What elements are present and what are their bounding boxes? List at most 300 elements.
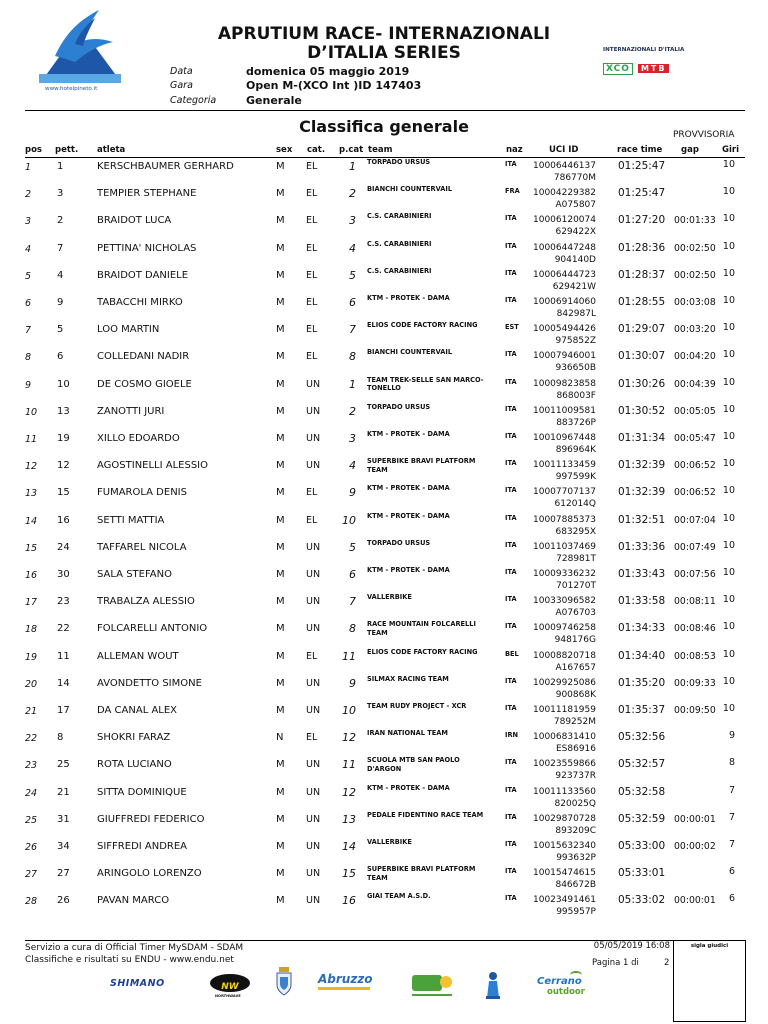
gap-cell: 00:03:08: [674, 297, 716, 308]
table-row: [0, 620, 768, 647]
uci-id-cell: 10006120074: [533, 215, 596, 226]
category-position-cell: 11: [342, 649, 356, 663]
team-cell: KTM - PROTEK - DAMA: [367, 484, 450, 493]
team-cell: ELIOS CODE FACTORY RACING: [367, 321, 478, 330]
table-row: [0, 539, 768, 566]
figure-sponsor-logo: [484, 970, 502, 1004]
crest-icon: [276, 967, 292, 997]
category-position-cell: 4: [349, 241, 356, 255]
category-position-cell: 10: [342, 704, 356, 717]
team-cell: PEDALE FIDENTINO RACE TEAM: [367, 810, 484, 819]
table-row: [0, 512, 768, 539]
category-label: Categoria: [170, 95, 217, 106]
uci-id-cell: 10009336232: [533, 569, 596, 579]
race-value: Open M-(XCO Int )ID 147403: [246, 79, 422, 92]
position-cell: 2: [25, 189, 32, 201]
category-cell: EL: [306, 351, 318, 363]
laps-cell: 10: [722, 675, 735, 687]
column-header-gap: gap: [681, 145, 699, 155]
race-time-cell: 01:28:55: [618, 296, 666, 308]
laps-cell: 10: [722, 349, 735, 361]
category-position-cell: 14: [342, 840, 356, 853]
athlete-name-cell: AGOSTINELLI ALESSIO: [97, 460, 209, 472]
category-position-cell: 3: [349, 214, 356, 228]
category-cell: UN: [306, 405, 321, 417]
position-cell: 24: [25, 787, 38, 799]
table-row: [0, 321, 768, 348]
bib-number-cell: 15: [57, 487, 70, 499]
athlete-name-cell: PAVAN MARCO: [97, 895, 170, 907]
bib-number-cell: 25: [57, 759, 70, 771]
table-row: [0, 811, 768, 838]
athlete-name-cell: BRAIDOT LUCA: [97, 215, 172, 227]
bib-number-cell: 4: [57, 269, 64, 281]
team-cell: VALLERBIKE: [367, 838, 412, 846]
judges-signature-box: [673, 940, 746, 1022]
laps-cell: 10: [722, 240, 735, 252]
mtb-badge: MTB: [638, 64, 670, 73]
laps-cell: 10: [722, 322, 735, 334]
race-time-cell: 01:25:47: [618, 160, 666, 172]
position-cell: 13: [25, 488, 38, 500]
position-cell: 6: [25, 298, 32, 309]
category-cell: EL: [306, 242, 318, 254]
category-position-cell: 12: [342, 785, 356, 799]
table-row: [0, 702, 768, 729]
team-cell: KTM - PROTEK - DAMA: [367, 783, 450, 792]
bib-number-cell: 27: [57, 868, 70, 880]
uci-id-cell: 10015474615: [533, 868, 596, 879]
race-time-cell: 01:25:47: [618, 187, 666, 200]
sex-cell: M: [276, 269, 285, 281]
column-header-sex: sex: [276, 145, 293, 155]
race-time-cell: 01:34:33: [618, 622, 666, 635]
bib-number-cell: 8: [57, 732, 64, 744]
race-time-cell: 01:30:07: [618, 350, 666, 363]
sex-cell: M: [276, 677, 285, 689]
team-cell: TORPADO URSUS: [367, 158, 431, 166]
category-cell: EL: [306, 514, 318, 526]
table-row: [0, 240, 768, 267]
sex-cell: M: [276, 351, 285, 363]
sex-cell: M: [276, 895, 285, 907]
sex-cell: M: [276, 433, 285, 444]
gap-cell: 00:00:01: [674, 895, 716, 907]
gap-cell: 00:01:33: [674, 215, 716, 227]
position-cell: 1: [25, 162, 32, 173]
nationality-cell: ITA: [505, 432, 517, 440]
gap-cell: 00:05:47: [674, 433, 716, 444]
race-time-cell: 01:32:51: [618, 513, 666, 526]
category-cell: UN: [306, 895, 321, 907]
sex-cell: M: [276, 405, 285, 417]
laps-cell: 10: [722, 703, 735, 714]
race-time-cell: 01:28:36: [618, 241, 666, 254]
category-cell: EL: [306, 161, 318, 172]
sex-cell: M: [276, 242, 285, 254]
nationality-cell: ITA: [505, 350, 517, 359]
athlete-name-cell: COLLEDANI NADIR: [97, 351, 190, 363]
gap-cell: 00:07:56: [674, 569, 716, 580]
sex-cell: M: [276, 868, 285, 880]
category-cell: EL: [306, 188, 318, 200]
category-value: Generale: [246, 94, 302, 107]
bib-number-cell: 22: [57, 623, 70, 635]
position-cell: 25: [25, 814, 38, 826]
category-position-cell: 1: [349, 377, 356, 391]
race-time-cell: 01:35:37: [618, 704, 666, 716]
uci-id-suffix-cell: 846672B: [555, 880, 596, 891]
uci-id-suffix-cell: ES86916: [555, 744, 596, 755]
team-cell: SCUOLA MTB SAN PAOLO D'ARGON: [367, 756, 460, 773]
category-cell: UN: [306, 460, 321, 472]
date-value: domenica 05 maggio 2019: [246, 65, 410, 78]
team-cell: SUPERBIKE BRAVI PLATFORM TEAM: [367, 865, 476, 882]
column-header-team: team: [368, 145, 393, 155]
category-position-cell: 15: [342, 867, 356, 881]
shimano-logo: SHIMANO: [110, 978, 165, 989]
category-cell: UN: [306, 569, 321, 580]
table-row: [0, 675, 768, 702]
uci-id-suffix-cell: 728981T: [556, 553, 596, 564]
sex-cell: M: [276, 786, 285, 798]
bib-number-cell: 13: [57, 405, 70, 417]
category-position-cell: 8: [349, 350, 356, 364]
uci-id-cell: 10009746258: [533, 623, 596, 634]
uci-id-cell: 10006447248: [533, 242, 596, 253]
category-cell: EL: [306, 215, 318, 227]
category-cell: UN: [306, 868, 321, 880]
category-cell: UN: [306, 841, 321, 852]
sex-cell: M: [276, 324, 285, 336]
bib-number-cell: 12: [57, 460, 70, 472]
uci-id-suffix-cell: 868003F: [556, 390, 596, 401]
column-header-pos: pos: [25, 145, 42, 155]
gap-cell: 00:09:50: [674, 705, 716, 716]
gap-cell: 00:02:50: [674, 242, 716, 254]
athlete-name-cell: FUMAROLA DENIS: [97, 487, 187, 499]
uci-id-suffix-cell: 904140D: [554, 254, 596, 265]
table-row: [0, 865, 768, 892]
table-row: [0, 294, 768, 321]
table-row: [0, 756, 768, 783]
bib-number-cell: 17: [57, 705, 70, 716]
laps-cell: 10: [722, 458, 735, 470]
uci-id-cell: 10010967448: [533, 433, 596, 443]
category-position-cell: 12: [342, 731, 356, 745]
race-time-cell: 01:33:36: [618, 540, 666, 553]
figure-icon: [484, 970, 502, 1000]
race-time-cell: 01:33:43: [618, 568, 666, 580]
uci-id-suffix-cell: 629421W: [552, 281, 596, 292]
nationality-cell: ITA: [505, 840, 517, 848]
northwave-logo-text: NORTHWAVE: [215, 994, 241, 998]
category-position-cell: 13: [342, 812, 356, 826]
bib-number-cell: 5: [57, 324, 64, 336]
category-position-cell: 7: [349, 323, 356, 337]
bib-number-cell: 11: [57, 650, 70, 662]
category-position-cell: 7: [349, 595, 356, 609]
uci-id-suffix-cell: A167657: [555, 662, 596, 673]
uci-id-suffix-cell: A075807: [555, 200, 596, 211]
team-cell: SILMAX RACING TEAM: [367, 674, 449, 683]
bib-number-cell: 30: [57, 569, 70, 580]
athlete-name-cell: XILLO EDOARDO: [97, 433, 180, 444]
race-time-cell: 01:34:40: [618, 649, 666, 662]
gap-cell: 00:06:52: [674, 487, 716, 499]
table-row: [0, 566, 768, 593]
athlete-name-cell: DA CANAL ALEX: [97, 705, 178, 716]
nationality-cell: ITA: [505, 404, 517, 413]
nationality-cell: ITA: [505, 758, 517, 767]
laps-cell: 10: [722, 186, 735, 198]
race-time-cell: 01:30:26: [618, 377, 666, 390]
table-row: [0, 348, 768, 375]
team-cell: KTM - PROTEK - DAMA: [367, 566, 450, 574]
uci-id-cell: 10006831410: [533, 732, 596, 743]
team-cell: SUPERBIKE BRAVI PLATFORM TEAM: [367, 457, 476, 474]
athlete-name-cell: SETTI MATTIA: [97, 514, 165, 526]
team-cell: BIANCHI COUNTERVAIL: [367, 185, 453, 194]
sex-cell: M: [276, 215, 285, 227]
uci-id-suffix-cell: 789252M: [553, 717, 596, 727]
athlete-name-cell: ALLEMAN WOUT: [97, 650, 179, 662]
abruzzo-logo-underline: [318, 987, 370, 990]
athlete-name-cell: TEMPIER STEPHANE: [97, 188, 197, 200]
race-time-cell: 05:33:00: [618, 840, 666, 852]
nationality-cell: FRA: [505, 187, 520, 196]
table-row: [0, 376, 768, 403]
gap-cell: 00:08:11: [674, 596, 716, 608]
nationality-cell: ITA: [505, 459, 517, 468]
team-cell: KTM - PROTEK - DAMA: [367, 294, 450, 302]
column-header-pcat: p.cat: [339, 145, 364, 155]
team-cell: C.S. CARABINIERI: [367, 266, 432, 275]
sex-cell: M: [276, 596, 285, 608]
uci-id-cell: 10007946001: [533, 351, 596, 362]
laps-cell: 10: [722, 567, 735, 578]
bib-number-cell: 2: [57, 215, 64, 227]
athlete-name-cell: SALA STEFANO: [97, 569, 172, 580]
gap-cell: 00:07:49: [674, 541, 716, 553]
table-row: [0, 403, 768, 430]
table-row: [0, 158, 768, 185]
athlete-name-cell: PETTINA' NICHOLAS: [97, 242, 197, 254]
table-row: [0, 593, 768, 620]
gap-cell: 00:00:02: [674, 841, 716, 852]
category-cell: EL: [306, 297, 318, 308]
na-sponsor-icon: [410, 973, 454, 999]
uci-id-suffix-cell: 997599K: [555, 472, 596, 483]
laps-cell: 7: [728, 811, 735, 823]
sex-cell: M: [276, 569, 285, 580]
northwave-logo-mark: NW: [221, 982, 239, 992]
nationality-cell: ITA: [505, 377, 517, 386]
municipality-crest: [276, 967, 292, 1001]
table-row: [0, 784, 768, 811]
laps-cell: 10: [722, 267, 735, 279]
nationality-cell: ITA: [505, 296, 517, 304]
category-position-cell: 9: [349, 486, 356, 500]
race-time-cell: 01:31:34: [618, 432, 666, 444]
gap-cell: 00:08:46: [674, 623, 716, 635]
laps-cell: 10: [722, 512, 735, 524]
results-link-text: Classifiche e risultati su ENDU - www.endu.net: [25, 955, 234, 965]
team-cell: BIANCHI COUNTERVAIL: [367, 348, 453, 357]
uci-id-cell: 10005494426: [533, 324, 596, 335]
sex-cell: M: [276, 378, 285, 390]
bib-number-cell: 23: [57, 596, 70, 608]
athlete-name-cell: DE COSMO GIOELE: [97, 378, 192, 390]
uci-id-suffix-cell: 701270T: [556, 581, 596, 591]
race-time-cell: 05:33:01: [618, 867, 666, 880]
athlete-name-cell: ARINGOLO LORENZO: [97, 868, 202, 880]
team-cell: GIAI TEAM A.S.D.: [367, 892, 431, 901]
table-row: [0, 457, 768, 484]
uci-id-suffix-cell: 786770M: [553, 173, 596, 183]
table-row: [0, 212, 768, 239]
uci-id-cell: 10006914060: [533, 297, 596, 307]
category-position-cell: 8: [349, 622, 356, 636]
uci-id-cell: 10011181959: [533, 705, 596, 715]
race-time-cell: 01:30:52: [618, 404, 666, 417]
position-cell: 19: [25, 651, 38, 663]
uci-id-cell: 10029925086: [533, 677, 596, 688]
column-header-cat: cat.: [307, 145, 326, 155]
judges-signature-label: sigla giudici: [690, 943, 729, 949]
athlete-name-cell: LOO MARTIN: [97, 324, 160, 336]
race-time-cell: 05:32:58: [618, 785, 666, 798]
cerrano-outdoor-text: outdoor: [547, 987, 585, 997]
position-cell: 8: [25, 352, 32, 364]
column-header-uci-id: UCI ID: [549, 145, 579, 155]
column-header-giri: Giri: [722, 145, 739, 155]
uci-id-cell: 10029870728: [533, 813, 596, 824]
status-badge: PROVVISORIA: [673, 130, 735, 140]
uci-id-cell: 10023559866: [533, 759, 596, 770]
sex-cell: M: [276, 623, 285, 635]
bib-number-cell: 14: [57, 677, 70, 689]
category-cell: UN: [306, 433, 321, 444]
uci-id-suffix-cell: 993632P: [556, 853, 596, 863]
page-title: Classifica generale: [299, 117, 469, 136]
nationality-cell: ITA: [505, 676, 517, 685]
nationality-cell: BEL: [505, 649, 519, 658]
uci-id-suffix-cell: 629422X: [555, 227, 596, 238]
race-label: Gara: [170, 80, 193, 91]
position-cell: 4: [25, 243, 32, 255]
sex-cell: M: [276, 650, 285, 662]
uci-id-cell: 10015632340: [533, 841, 596, 851]
bib-number-cell: 1: [57, 161, 64, 172]
category-cell: EL: [306, 487, 318, 499]
position-cell: 7: [25, 325, 32, 337]
table-row: [0, 838, 768, 865]
cerrano-logo-swoosh: [570, 971, 582, 979]
category-position-cell: 2: [349, 404, 356, 418]
column-header-naz: naz: [506, 145, 523, 155]
bib-number-cell: 21: [57, 786, 70, 798]
bib-number-cell: 9: [57, 297, 64, 308]
race-time-cell: 05:33:02: [618, 894, 666, 907]
category-cell: UN: [306, 541, 321, 553]
category-position-cell: 11: [342, 758, 356, 772]
sex-cell: M: [276, 705, 285, 716]
athlete-name-cell: TAFFAREL NICOLA: [97, 541, 187, 553]
position-cell: 21: [25, 706, 38, 717]
uci-id-cell: 10011133560: [533, 786, 596, 797]
position-cell: 11: [25, 434, 38, 445]
uci-id-suffix-cell: 820025Q: [554, 798, 596, 809]
position-cell: 12: [25, 461, 38, 473]
race-time-cell: 01:35:20: [618, 676, 666, 689]
nationality-cell: ITA: [505, 785, 517, 794]
gap-cell: 00:08:53: [674, 650, 716, 662]
nationality-cell: EST: [505, 323, 519, 332]
gap-cell: 00:06:52: [674, 460, 716, 472]
nationality-cell: ITA: [505, 160, 517, 168]
athlete-name-cell: BRAIDOT DANIELE: [97, 269, 189, 281]
table-row: [0, 648, 768, 675]
laps-cell: 9: [728, 730, 735, 742]
uci-id-suffix-cell: 975852Z: [555, 336, 596, 347]
race-time-cell: 01:28:37: [618, 268, 666, 281]
sex-cell: M: [276, 297, 285, 308]
uci-id-cell: 10011133459: [533, 460, 596, 471]
gap-cell: 00:02:50: [674, 269, 716, 281]
uci-id-suffix-cell: 896964K: [555, 445, 596, 455]
position-cell: 14: [25, 515, 38, 527]
sex-cell: M: [276, 813, 285, 825]
position-cell: 5: [25, 270, 32, 282]
na-sponsor-logo: [410, 973, 454, 1003]
category-position-cell: 5: [349, 268, 356, 282]
category-position-cell: 6: [349, 568, 356, 581]
uci-id-cell: 10009823858: [533, 378, 596, 389]
category-cell: EL: [306, 650, 318, 662]
position-cell: 3: [25, 216, 32, 228]
table-row: [0, 892, 768, 919]
category-position-cell: 3: [349, 432, 356, 445]
uci-id-cell: 10023491461: [533, 895, 596, 906]
laps-cell: 10: [722, 594, 735, 606]
category-position-cell: 16: [342, 894, 356, 908]
date-label: Data: [170, 66, 193, 77]
sex-cell: M: [276, 514, 285, 526]
series-logo-title: INTERNAZIONALI D'ITALIA: [603, 47, 685, 53]
laps-cell: 10: [722, 295, 735, 306]
uci-id-cell: 10033096582: [533, 596, 596, 607]
category-cell: UN: [306, 378, 321, 390]
position-cell: 27: [25, 869, 38, 881]
category-cell: UN: [306, 677, 321, 689]
bib-number-cell: 10: [57, 378, 70, 390]
race-time-cell: 05:32:56: [618, 731, 666, 744]
laps-cell: 7: [728, 784, 735, 796]
uci-id-cell: 10007707137: [533, 487, 596, 498]
table-row: [0, 430, 768, 457]
category-position-cell: 6: [349, 296, 356, 309]
bib-number-cell: 6: [57, 351, 64, 363]
team-cell: RACE MOUNTAIN FOLCARELLI TEAM: [367, 620, 476, 637]
table-row: [0, 484, 768, 511]
laps-cell: 10: [722, 539, 735, 551]
sex-cell: N: [276, 732, 284, 744]
uci-id-cell: 10004229382: [533, 188, 596, 199]
nationality-cell: ITA: [505, 867, 517, 876]
gap-cell: 00:07:04: [674, 514, 716, 526]
gap-cell: 00:00:01: [674, 813, 716, 825]
